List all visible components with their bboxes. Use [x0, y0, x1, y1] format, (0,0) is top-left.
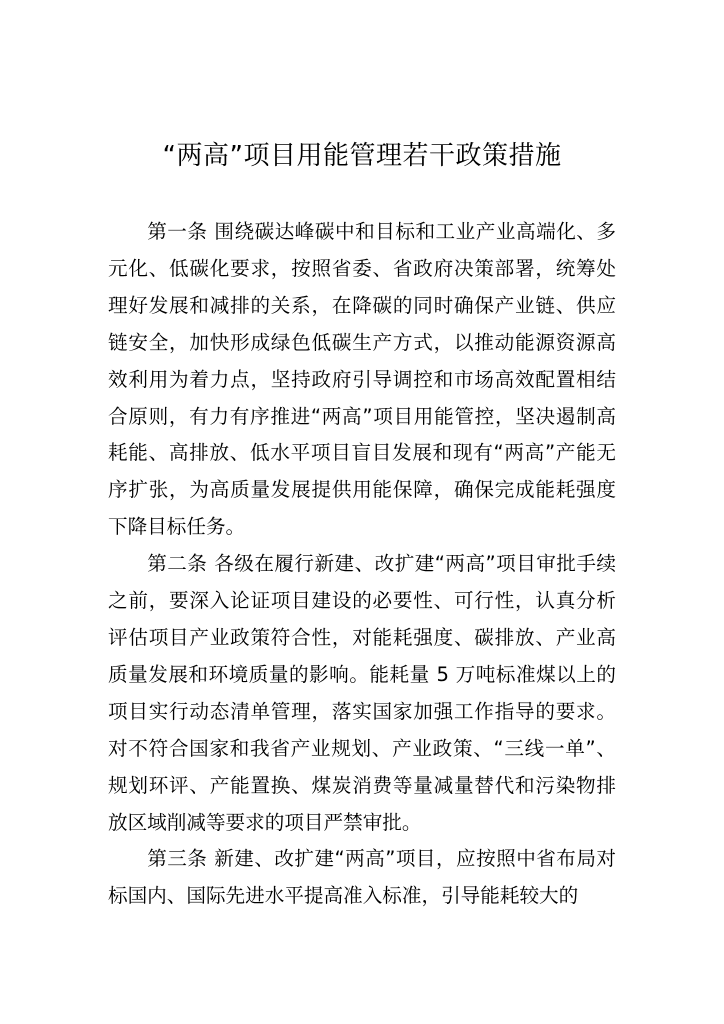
document-body	[108, 214, 616, 915]
article-number: 第一条	[147, 220, 208, 243]
document-title: “两高”项目用能管理若干政策措施	[162, 141, 562, 171]
article-text: 围绕碳达峰碳中和目标和工业产业高端化、多元化、低碳化要求，按照省委、省政府决策部署，统筹处理好发展和减排的关系，在降碳的同时确保产业链、供应链安全，加快形成绿色低碳生产方式，以推动能源资源高效利用为着力点，坚持政府引导调控和市场高效配置相结合原则，有力有序推进“两高”项目用能管控，坚决遏制高耗能、高排放、低水平项目盲目发展和现有“两高”产能无序扩张，为高质量发展提供用能保障，确保完成能耗强度下降目标任务。	[108, 220, 617, 539]
article-paragraph-2	[108, 546, 616, 841]
article-text: 新建、改扩建“两高”项目，应按照中省布局对标国内、国际先进水平提高准入标准，引导能耗较大的	[108, 847, 616, 908]
article-number: 第三条	[147, 847, 208, 871]
article-number: 第二条	[147, 552, 208, 576]
article-paragraph-1	[108, 214, 616, 546]
article-paragraph-3	[108, 841, 616, 915]
article-text: 各级在履行新建、改扩建“两高”项目审批手续之前，要深入论证项目建设的必要性、可行性，认真分析评估项目产业政策符合性，对能耗强度、碳排放、产业高质量发展和环境质量的影响。能耗量 5 万吨标准煤以上的项目实行动态清单管理，落实国家加强工作指导的要求。对不符合国家和我省产业规划、产业政策、“三线一单”、规划环评、产能置换、煤炭消费等量减量替代和污染物排放区域削减等要求的项目严禁审批。	[108, 552, 616, 834]
